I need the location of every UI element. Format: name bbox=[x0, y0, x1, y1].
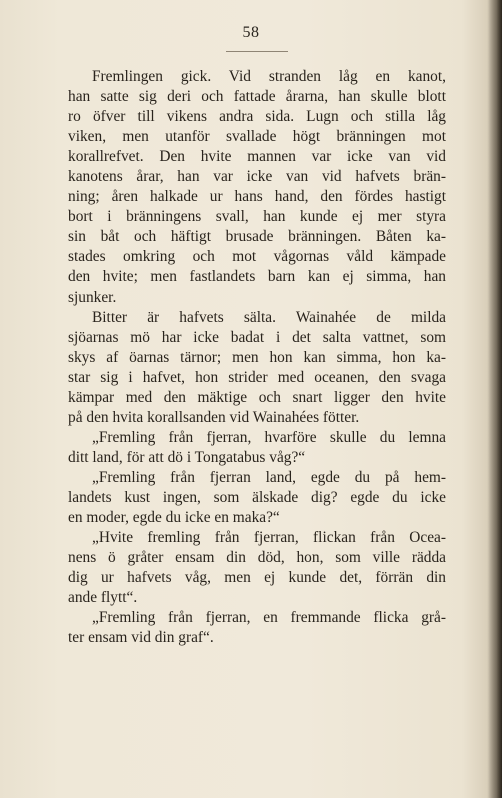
text-line: ande flytt“. bbox=[68, 589, 138, 607]
page-number: 58 bbox=[242, 24, 260, 41]
text-line: ditt land, för att dö i Tongatabus våg?“ bbox=[68, 448, 306, 466]
text-line: sjöarnas mö har icke badat i det salta vattnet, som bbox=[68, 328, 446, 346]
text-line: nens ö gråter ensam din död, hon, som ville rädda bbox=[68, 549, 446, 567]
text-line: kämpar med den mäktige och snart ligger den hvite bbox=[68, 388, 446, 406]
text-line: „Fremling från fjerran land, egde du på hem- bbox=[92, 468, 446, 486]
text-line: kanotens årar, han var icke van vid hafvets brän- bbox=[68, 168, 446, 186]
text-line: „Hvite fremling från fjerran, flickan från Ocea- bbox=[92, 529, 446, 547]
header-rule bbox=[226, 51, 288, 52]
text-line: Fremlingen gick. Vid stranden låg en kanot, bbox=[92, 68, 446, 85]
text-line: „Fremling från fjerran, hvarföre skulle du lemna bbox=[92, 428, 446, 446]
text-line: star sig i hafvet, hon strider med oceanen, den svaga bbox=[68, 368, 446, 386]
text-line: en moder, egde du icke en maka?“ bbox=[68, 509, 280, 527]
text-line: han satte sig deri och fattade årarna, han skulle blott bbox=[68, 88, 446, 106]
text-line: Bitter är hafvets sälta. Wainahée de milda bbox=[92, 308, 446, 326]
text-line: landets kust ingen, som älskade dig? egde du icke bbox=[68, 488, 446, 506]
page-edge-shadow bbox=[488, 0, 502, 798]
text-line: ro öfver till vikens andra sida. Lugn och stilla låg bbox=[68, 108, 446, 126]
text-line: bort i bränningens svall, han kunde ej mer styra bbox=[68, 208, 446, 226]
text-line: korallrefvet. Den hvite mannen var icke van vid bbox=[68, 148, 446, 166]
text-line: på den hvita korallsanden vid Wainahées fötter. bbox=[68, 408, 360, 426]
text-line: stades omkring och mot vågornas våld kämpade bbox=[68, 248, 446, 266]
text-line: sjunker. bbox=[68, 288, 117, 306]
text-line: „Fremling från fjerran, en fremmande flicka grå- bbox=[92, 609, 446, 627]
body-text bbox=[68, 67, 446, 648]
text-line: sin båt och häftigt brusade bränningen. Båten ka- bbox=[68, 228, 446, 246]
text-line: dig ur hafvets våg, men ej kunde det, förrän din bbox=[68, 569, 446, 587]
text-line: ning; åren halkade ur hans hand, den fördes hastigt bbox=[68, 188, 446, 206]
text-line: skys af öarnas tärnor; men hon kan simma, hon ka- bbox=[68, 348, 446, 366]
text-line: den hvite; men fastlandets barn kan ej simma, han bbox=[68, 268, 446, 286]
text-line: viken, men utanför svallade högt bränningen mot bbox=[68, 128, 446, 146]
text-line: ter ensam vid din graf“. bbox=[68, 629, 214, 647]
